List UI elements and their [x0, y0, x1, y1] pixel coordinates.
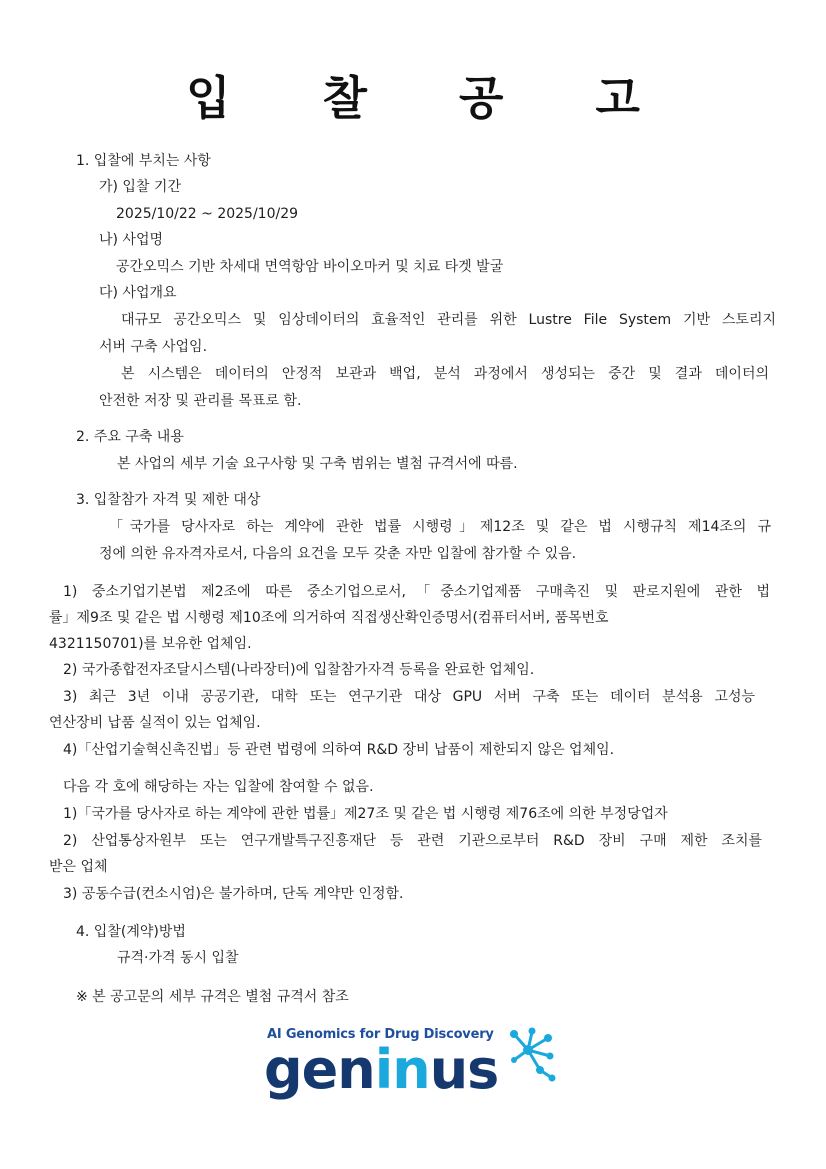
qualification-3-line-2: 연산장비 납품 실적이 있는 업체임. — [49, 715, 261, 731]
overview-paragraph-2-line-2: 안전한 저장 및 관리를 목표로 함. — [99, 393, 302, 409]
qualification-1-line-2: 률」제9조 및 같은 법 시행령 제10조에 의거하여 직접생산확인증명서(컴퓨터서버, 품목번호 — [49, 610, 609, 626]
item-da-label: 다) 사업개요 — [99, 285, 177, 301]
company-logo — [262, 1022, 562, 1101]
logo-word-part-1: gen — [264, 1038, 375, 1101]
section-4-heading: 4. 입찰(계약)방법 — [76, 924, 186, 940]
logo-word-part-2: in — [374, 1038, 430, 1101]
bid-period-value: 2025/10/22 ~ 2025/10/29 — [116, 206, 299, 222]
section-1-heading: 1. 입찰에 부치는 사항 — [76, 153, 211, 169]
restriction-2-line-1: 2) 산업통상자원부 또는 연구개발특구진흥재단 등 관련 기관으로부터 R&D 장비 구매 제한 조치를 — [63, 833, 762, 849]
section-3-intro-line-2: 정에 의한 유자격자로서, 다음의 요건을 모두 갖춘 자만 입찰에 참가할 수 있음. — [99, 546, 577, 562]
restriction-2-line-2: 받은 업체 — [49, 859, 108, 875]
section-2-heading: 2. 주요 구축 내용 — [76, 429, 184, 445]
section-4-body: 규격·가격 동시 입찰 — [117, 950, 239, 966]
logo-tagline: AI Genomics for Drug Discovery — [267, 1027, 494, 1042]
qualification-1-line-1: 1) 중소기업기본법 제2조에 따른 중소기업으로서,「중소기업제품 구매촉진 및 판로지원에 관한 법 — [63, 584, 770, 600]
section-3-heading: 3. 입찰참가 자격 및 제한 대상 — [76, 492, 261, 508]
page-title: 입 찰 공 고 — [186, 71, 678, 125]
logo-word-part-3: us — [429, 1038, 499, 1101]
item-ga-label: 가) 입찰 기간 — [99, 179, 181, 195]
qualification-2: 2) 국가종합전자조달시스템(나라장터)에 입찰참가자격 등록을 완료한 업체임. — [63, 662, 535, 678]
overview-paragraph-1-line-1: 대규모 공간오믹스 및 임상데이터의 효율적인 관리를 위한 Lustre File System 기반 스토리지 — [121, 312, 776, 328]
overview-paragraph-1-line-2: 서버 구축 사업임. — [99, 339, 208, 355]
overview-paragraph-2-line-1: 본 시스템은 데이터의 안정적 보관과 백업, 분석 과정에서 생성되는 중간 및 결과 데이터의 — [121, 366, 769, 382]
qualification-4: 4)「산업기술혁신촉진법」등 관련 법령에 의하여 R&D 장비 납품이 제한되지 않은 업체임. — [63, 742, 615, 758]
project-name-value: 공간오믹스 기반 차세대 면역항암 바이오마커 및 치료 타겟 발굴 — [116, 259, 504, 275]
restriction-1: 1)「국가를 당사자로 하는 계약에 관한 법률」제27조 및 같은 법 시행령 제76조에 의한 부정당업자 — [63, 806, 668, 822]
logo-wordmark — [264, 1040, 498, 1100]
item-na-label: 나) 사업명 — [99, 232, 164, 248]
qualification-1-line-3: 4321150701)를 보유한 업체임. — [49, 636, 252, 652]
reference-note: ※ 본 공고문의 세부 규격은 별첨 규격서 참조 — [76, 989, 349, 1005]
restriction-3: 3) 공동수급(컨소시엄)은 불가하며, 단독 계약만 인정함. — [63, 886, 404, 902]
qualification-3-line-1: 3) 최근 3년 이내 공공기관, 대학 또는 연구기관 대상 GPU 서버 구축 또는 데이터 분석용 고성능 — [63, 689, 755, 705]
molecule-network-icon — [506, 1024, 558, 1086]
section-2-body: 본 사업의 세부 기술 요구사항 및 구축 범위는 별첨 규격서에 따름. — [117, 456, 518, 472]
section-3-intro-line-1: 「국가를 당사자로 하는 계약에 관한 법률 시행령」제12조 및 같은 법 시행규칙 제14조의 규 — [109, 519, 771, 535]
restriction-intro: 다음 각 호에 해당하는 자는 입찰에 참여할 수 없음. — [63, 779, 374, 795]
